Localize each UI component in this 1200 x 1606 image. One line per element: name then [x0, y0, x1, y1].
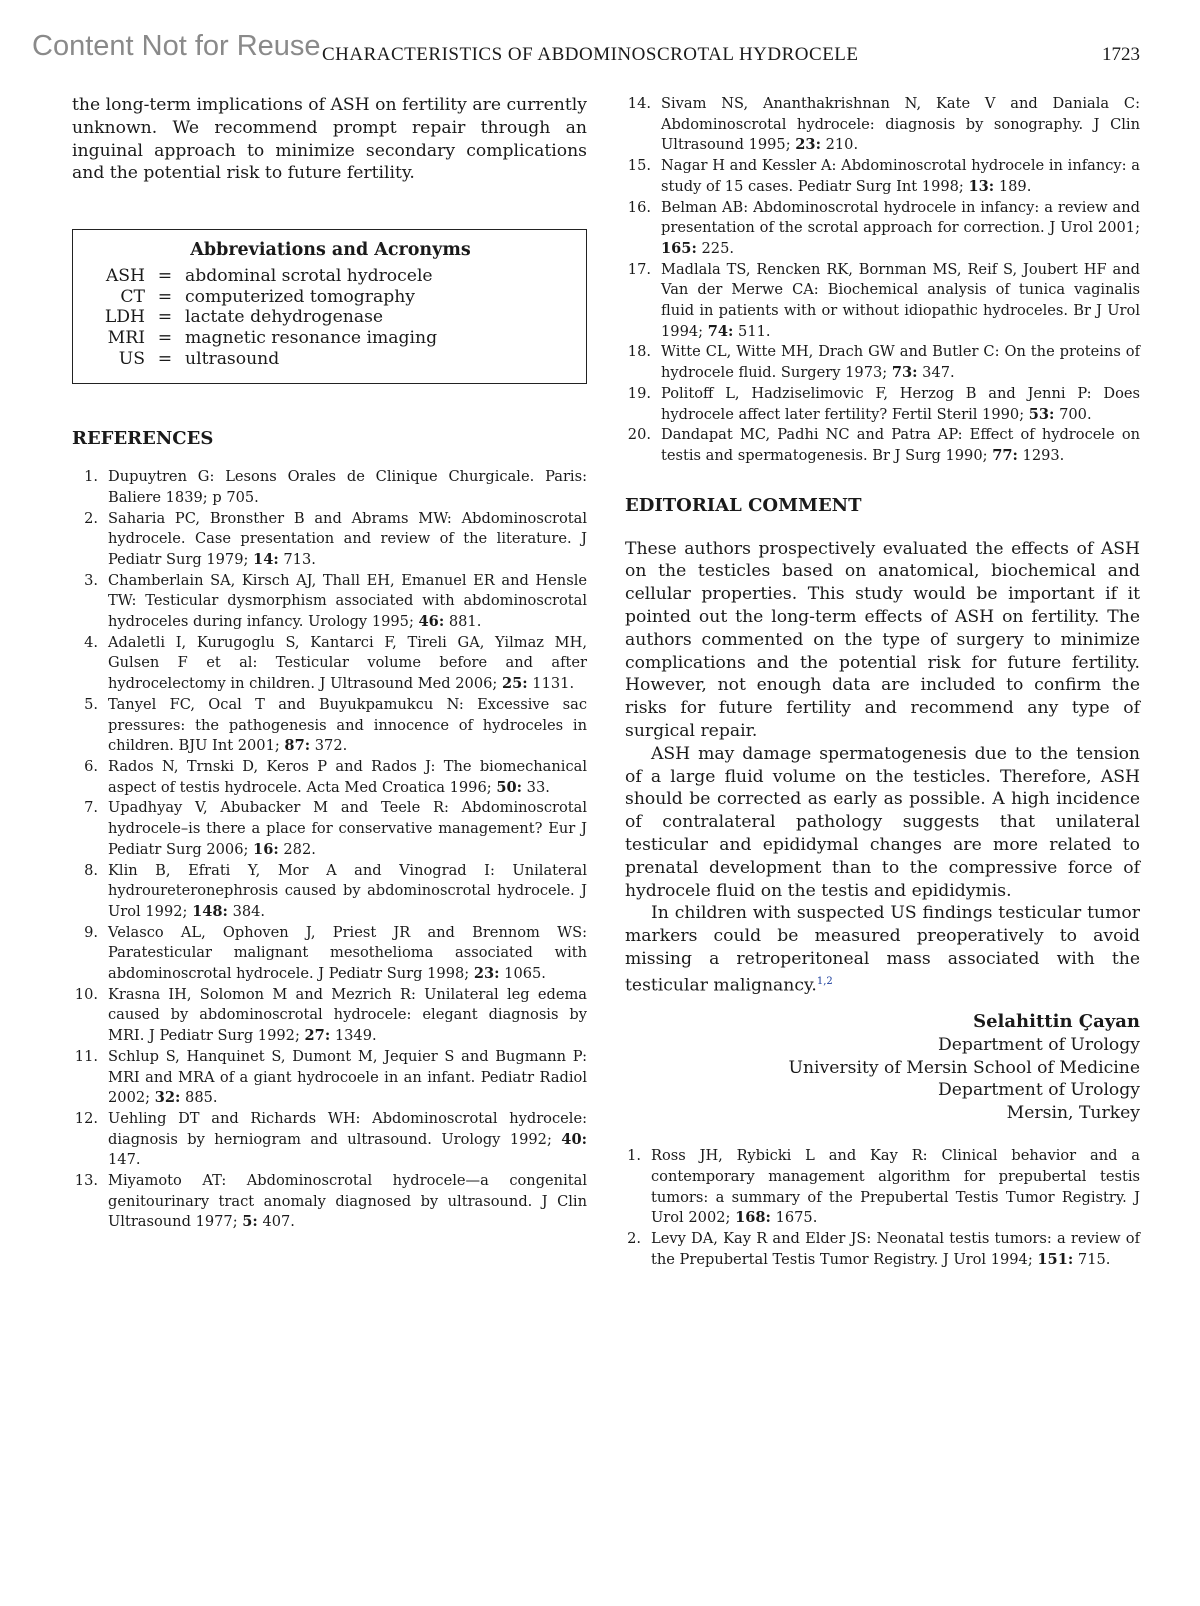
editorial-signature — [625, 1011, 1140, 1124]
reference-volume: 13: — [968, 177, 995, 195]
reference-volume: 23: — [795, 136, 821, 154]
abbreviation-term: ASH — [105, 266, 145, 287]
equals-sign: = — [157, 348, 173, 369]
reference-pages: 407. — [257, 1213, 295, 1231]
abbreviations-box — [72, 229, 587, 384]
reference-number: 5. — [84, 695, 98, 713]
reference-number: 4. — [84, 633, 98, 651]
abbreviation-row — [89, 266, 572, 287]
editorial-heading: EDITORIAL COMMENT — [625, 494, 862, 516]
reference-pages: 715. — [1073, 1250, 1111, 1268]
signature-line: University of Mersin School of Medicine — [788, 1057, 1140, 1078]
reference-item — [72, 695, 587, 757]
reference-volume: 23: — [473, 965, 500, 983]
reference-text — [108, 1109, 587, 1171]
reference-number: 3. — [84, 571, 98, 589]
reference-number: 13. — [74, 1172, 98, 1190]
reference-text — [661, 198, 1140, 260]
intro-paragraph: the long-term implications of ASH on fertility are currently unknown. We recommend prompt repair through an inguinal approach to minimize secondary complications and the potential risk to future fertility. — [72, 95, 587, 184]
signature-line: Mersin, Turkey — [1006, 1102, 1140, 1123]
reference-item — [625, 1146, 1140, 1229]
citation-link[interactable]: 1,2 — [816, 975, 833, 987]
reference-pages: 384. — [227, 902, 266, 920]
reference-text — [108, 923, 587, 985]
abbreviation-row — [89, 287, 572, 308]
reference-number: 17. — [627, 260, 651, 278]
reference-volume: 5: — [242, 1213, 258, 1231]
reference-citation: Velasco AL, Ophoven J, Priest JR and Brennom WS: Paratesticular malignant mesothelioma associated with abdominoscrotal hydrocele. J Pediatr Surg 1998; — [108, 923, 587, 983]
reference-citation: Dandapat MC, Padhi NC and Patra AP: Effect of hydrocele on testis and spermatogenesis. Br J Surg 1990; — [661, 426, 1140, 464]
reference-item — [72, 571, 587, 633]
abbreviation-term: MRI — [107, 327, 145, 348]
reference-text — [651, 1146, 1140, 1229]
reference-citation: Adaletli I, Kurugoglu S, Kantarci F, Tireli GA, Yilmaz MH, Gulsen F et al: Testicular volume before and after hydrocelectomy in children. J Ultrasound Med 2006; — [108, 633, 587, 693]
reference-number: 7. — [84, 799, 98, 817]
reference-number: 19. — [627, 384, 651, 402]
reference-number: 18. — [627, 343, 651, 361]
reference-text — [661, 94, 1140, 156]
reference-number: 20. — [627, 426, 651, 444]
reference-volume: 87: — [284, 737, 311, 755]
reference-item — [72, 509, 587, 571]
reference-text — [108, 861, 587, 923]
reference-citation: Dupuytren G: Lesons Orales de Clinique Churgicale. Paris: Baliere 1839; p 705. — [108, 468, 587, 506]
abbreviation-definition: magnetic resonance imaging — [185, 327, 438, 348]
reference-pages: 347. — [917, 364, 955, 382]
reference-text — [108, 757, 587, 798]
references-heading: REFERENCES — [72, 428, 214, 450]
reference-pages: 713. — [278, 550, 316, 568]
reference-citation: Klin B, Efrati Y, Mor A and Vinograd I: Unilateral hydroureteronephrosis caused by abdominoscrotal hydrocele. J Urol 1992; — [108, 861, 587, 920]
reference-volume: 14: — [253, 550, 279, 568]
reference-text — [108, 985, 587, 1047]
reference-pages: 1349. — [330, 1027, 377, 1045]
editorial-paragraph: These authors prospectively evaluated the effects of ASH on the testicles based on anatomical, biochemical and cellular properties. This study would be important if it pointed out the long-term effects of ASH on fertility. The authors commented on the type of surgery to minimize complications and the potential risk for future fertility. However, not enough data are included to confirm the risks for future fertility and recommend any type of surgical repair. — [625, 538, 1140, 742]
reference-pages: 33. — [522, 778, 550, 796]
reference-citation: Nagar H and Kessler A: Abdominoscrotal hydrocele in infancy: a study of 15 cases. Pediatr Surg Int 1998; — [661, 157, 1140, 195]
reference-text — [661, 425, 1140, 466]
reference-volume: 25: — [501, 675, 528, 693]
reference-citation: Witte CL, Witte MH, Drach GW and Butler C: On the proteins of hydrocele fluid. Surgery 1973; — [661, 343, 1140, 382]
reference-number: 14. — [627, 95, 651, 112]
editorial-paragraph — [625, 902, 1140, 997]
equals-sign: = — [157, 286, 173, 307]
reference-number: 9. — [84, 923, 98, 941]
reference-item — [625, 156, 1140, 197]
reference-volume: 16: — [253, 840, 279, 858]
reference-volume: 77: — [992, 446, 1018, 464]
reference-number: 16. — [627, 198, 651, 216]
reference-volume: 53: — [1028, 405, 1055, 423]
reference-volume: 73: — [891, 364, 918, 382]
reference-text — [108, 633, 587, 695]
reference-number: 1. — [84, 468, 98, 486]
reference-item — [72, 985, 587, 1047]
reference-volume: 50: — [496, 778, 523, 796]
reference-number: 8. — [84, 861, 98, 879]
reference-volume: 148: — [192, 902, 228, 920]
reference-text — [108, 509, 587, 571]
reference-item — [625, 260, 1140, 343]
reference-citation: Ross JH, Rybicki L and Kay R: Clinical behavior and a contemporary management algorithm for prepubertal testis tumors: a summary of the Prepubertal Testis Tumor Registry. J Urol 2002; — [651, 1147, 1140, 1227]
reference-text — [108, 467, 587, 508]
reference-number: 15. — [627, 157, 651, 175]
reference-text — [661, 156, 1140, 197]
reference-item — [625, 342, 1140, 383]
reference-citation: Sivam NS, Ananthakrishnan N, Kate V and Daniala C: Abdominoscrotal hydrocele: diagnosis by sonography. J Clin Ultrasound 1995; — [661, 95, 1140, 154]
reference-volume: 27: — [304, 1027, 331, 1045]
page-number: 1723 — [1102, 44, 1140, 65]
references-list-right — [625, 94, 1140, 467]
reference-number: 6. — [84, 758, 98, 775]
reference-volume: 151: — [1037, 1250, 1074, 1268]
left-column — [72, 94, 587, 1233]
reference-citation: Saharia PC, Bronsther B and Abrams MW: Abdominoscrotal hydrocele. Case presentation and review of the literature. J Pediatr Surg 1979; — [108, 509, 587, 568]
reference-text — [108, 798, 587, 860]
abbreviation-row — [89, 349, 572, 370]
signature-line: Department of Urology — [937, 1080, 1140, 1101]
reference-text — [661, 260, 1140, 343]
reference-pages: 210. — [820, 136, 859, 154]
reference-number: 10. — [74, 985, 98, 1003]
editorial-body — [625, 538, 1140, 998]
watermark: Content Not for Reuse — [32, 30, 321, 62]
reference-number: 11. — [74, 1047, 98, 1065]
reference-text — [108, 695, 587, 757]
references-list-left — [72, 467, 587, 1233]
reference-citation: Madlala TS, Rencken RK, Bornman MS, Reif S, Joubert HF and Van der Merwe CA: Biochemical analysis of tunica vaginalis fluid in patients with or without idiopathic hydroceles. Br J Urol 1994; — [661, 260, 1140, 340]
reference-volume: 32: — [154, 1089, 181, 1107]
reference-citation: Belman AB: Abdominoscrotal hydrocele in infancy: a review and presentation of the scrotal approach for correction. J Urol 2001; — [661, 198, 1140, 237]
reference-volume: 40: — [561, 1130, 587, 1148]
signature-author: Selahittin Çayan — [973, 1011, 1140, 1033]
editorial-paragraph: ASH may damage spermatogenesis due to the tension of a large fluid volume on the testicles. Therefore, ASH should be corrected as early as possible. A high incidence of contralateral pathology suggests that unilateral testicular and epididymal changes are more related to prenatal development than to the compressive force of hydrocele fluid on the testis and epididymis. — [625, 743, 1140, 901]
reference-text — [108, 1171, 587, 1233]
equals-sign: = — [157, 327, 173, 348]
reference-item — [72, 467, 587, 508]
reference-text — [108, 571, 587, 633]
reference-citation: Rados N, Trnski D, Keros P and Rados J: The biomechanical aspect of testis hydrocele. Acta Med Croatica 1996; — [108, 758, 587, 796]
reference-citation: Miyamoto AT: Abdominoscrotal hydrocele—a congenital genitourinary tract anomaly diagnosed by ultrasound. J Clin Ultrasound 1977; — [108, 1172, 587, 1231]
reference-citation: Upadhyay V, Abubacker M and Teele R: Abdominoscrotal hydrocele–is there a place for conservative management? Eur J Pediatr Surg 2006; — [108, 799, 587, 858]
reference-pages: 147. — [108, 1151, 141, 1169]
editorial-paragraph-text: In children with suspected US findings testicular tumor markers could be measured preoperatively to avoid missing a retroperitoneal mass associated with the testicular malignancy. — [625, 903, 1140, 996]
reference-item — [72, 923, 587, 985]
reference-text — [661, 342, 1140, 383]
abbreviation-row — [89, 328, 572, 349]
reference-pages: 881. — [444, 613, 482, 631]
abbreviations-title: Abbreviations and Acronyms — [190, 240, 471, 261]
reference-item — [625, 1229, 1140, 1270]
reference-pages: 372. — [310, 737, 348, 755]
reference-item — [72, 757, 587, 798]
reference-pages: 700. — [1054, 405, 1092, 423]
reference-item — [72, 1109, 587, 1171]
reference-item — [72, 861, 587, 923]
reference-citation: Levy DA, Kay R and Elder JS: Neonatal testis tumors: a review of the Prepubertal Testis Tumor Registry. J Urol 1994; — [651, 1230, 1140, 1268]
reference-number: 12. — [74, 1109, 98, 1127]
reference-text — [661, 384, 1140, 425]
abbreviation-definition: computerized tomography — [185, 286, 415, 307]
reference-item — [72, 1171, 587, 1233]
reference-item — [625, 94, 1140, 156]
reference-citation: Krasna IH, Solomon M and Mezrich R: Unilateral leg edema caused by abdominoscrotal hydrocele: elegant diagnosis by MRI. J Pediatr Surg 1992; — [108, 985, 587, 1045]
reference-pages: 1675. — [770, 1209, 818, 1227]
running-title: CHARACTERISTICS OF ABDOMINOSCROTAL HYDROCELE — [322, 44, 859, 65]
equals-sign: = — [157, 307, 173, 328]
abbreviation-definition: lactate dehydrogenase — [185, 307, 384, 328]
equals-sign: = — [157, 266, 173, 287]
reference-item — [625, 384, 1140, 425]
right-column — [625, 94, 1140, 1271]
abbreviation-definition: abdominal scrotal hydrocele — [185, 266, 433, 287]
reference-item — [625, 425, 1140, 466]
reference-citation: Tanyel FC, Ocal T and Buyukpamukcu N: Excessive sac pressures: the pathogenesis and innocence of hydroceles in children. BJU Int 2001; — [108, 695, 587, 755]
reference-pages: 1293. — [1017, 446, 1065, 464]
reference-pages: 1065. — [499, 965, 546, 983]
reference-pages: 885. — [180, 1089, 218, 1107]
reference-citation: Chamberlain SA, Kirsch AJ, Thall EH, Emanuel ER and Hensle TW: Testicular dysmorphism associated with abdominoscrotal hydroceles during infancy. Urology 1995; — [108, 571, 587, 631]
reference-item — [72, 1047, 587, 1109]
abbreviation-row — [89, 307, 572, 328]
reference-pages: 225. — [696, 239, 734, 257]
reference-pages: 1131. — [527, 675, 575, 693]
signature-line: Department of Urology — [937, 1034, 1140, 1055]
reference-number: 1. — [627, 1147, 641, 1165]
reference-citation: Uehling DT and Richards WH: Abdominoscrotal hydrocele: diagnosis by herniogram and ultrasound. Urology 1992; — [108, 1109, 587, 1148]
abbreviation-term: US — [118, 348, 145, 369]
reference-number: 2. — [84, 509, 98, 527]
reference-volume: 165: — [661, 239, 697, 257]
reference-text — [651, 1229, 1140, 1270]
reference-item — [72, 633, 587, 695]
reference-text — [108, 1047, 587, 1109]
reference-pages: 282. — [278, 840, 316, 858]
reference-item — [625, 198, 1140, 260]
editorial-references-list — [625, 1146, 1140, 1270]
abbreviation-definition: ultrasound — [185, 348, 280, 369]
reference-citation: Schlup S, Hanquinet S, Dumont M, Jequier S and Bugmann P: MRI and MRA of a giant hydrocoele in an infant. Pediatr Radiol 2002; — [108, 1047, 587, 1107]
abbreviation-term: CT — [120, 286, 145, 307]
reference-citation: Politoff L, Hadziselimovic F, Herzog B and Jenni P: Does hydrocele affect later fertility? Fertil Steril 1990; — [661, 384, 1140, 423]
reference-item — [72, 798, 587, 860]
reference-volume: 168: — [735, 1209, 771, 1227]
reference-pages: 511. — [733, 322, 771, 340]
reference-number: 2. — [627, 1230, 641, 1248]
reference-volume: 74: — [707, 322, 734, 340]
reference-volume: 46: — [418, 613, 445, 631]
abbreviation-term: LDH — [104, 307, 145, 328]
reference-pages: 189. — [994, 177, 1032, 195]
